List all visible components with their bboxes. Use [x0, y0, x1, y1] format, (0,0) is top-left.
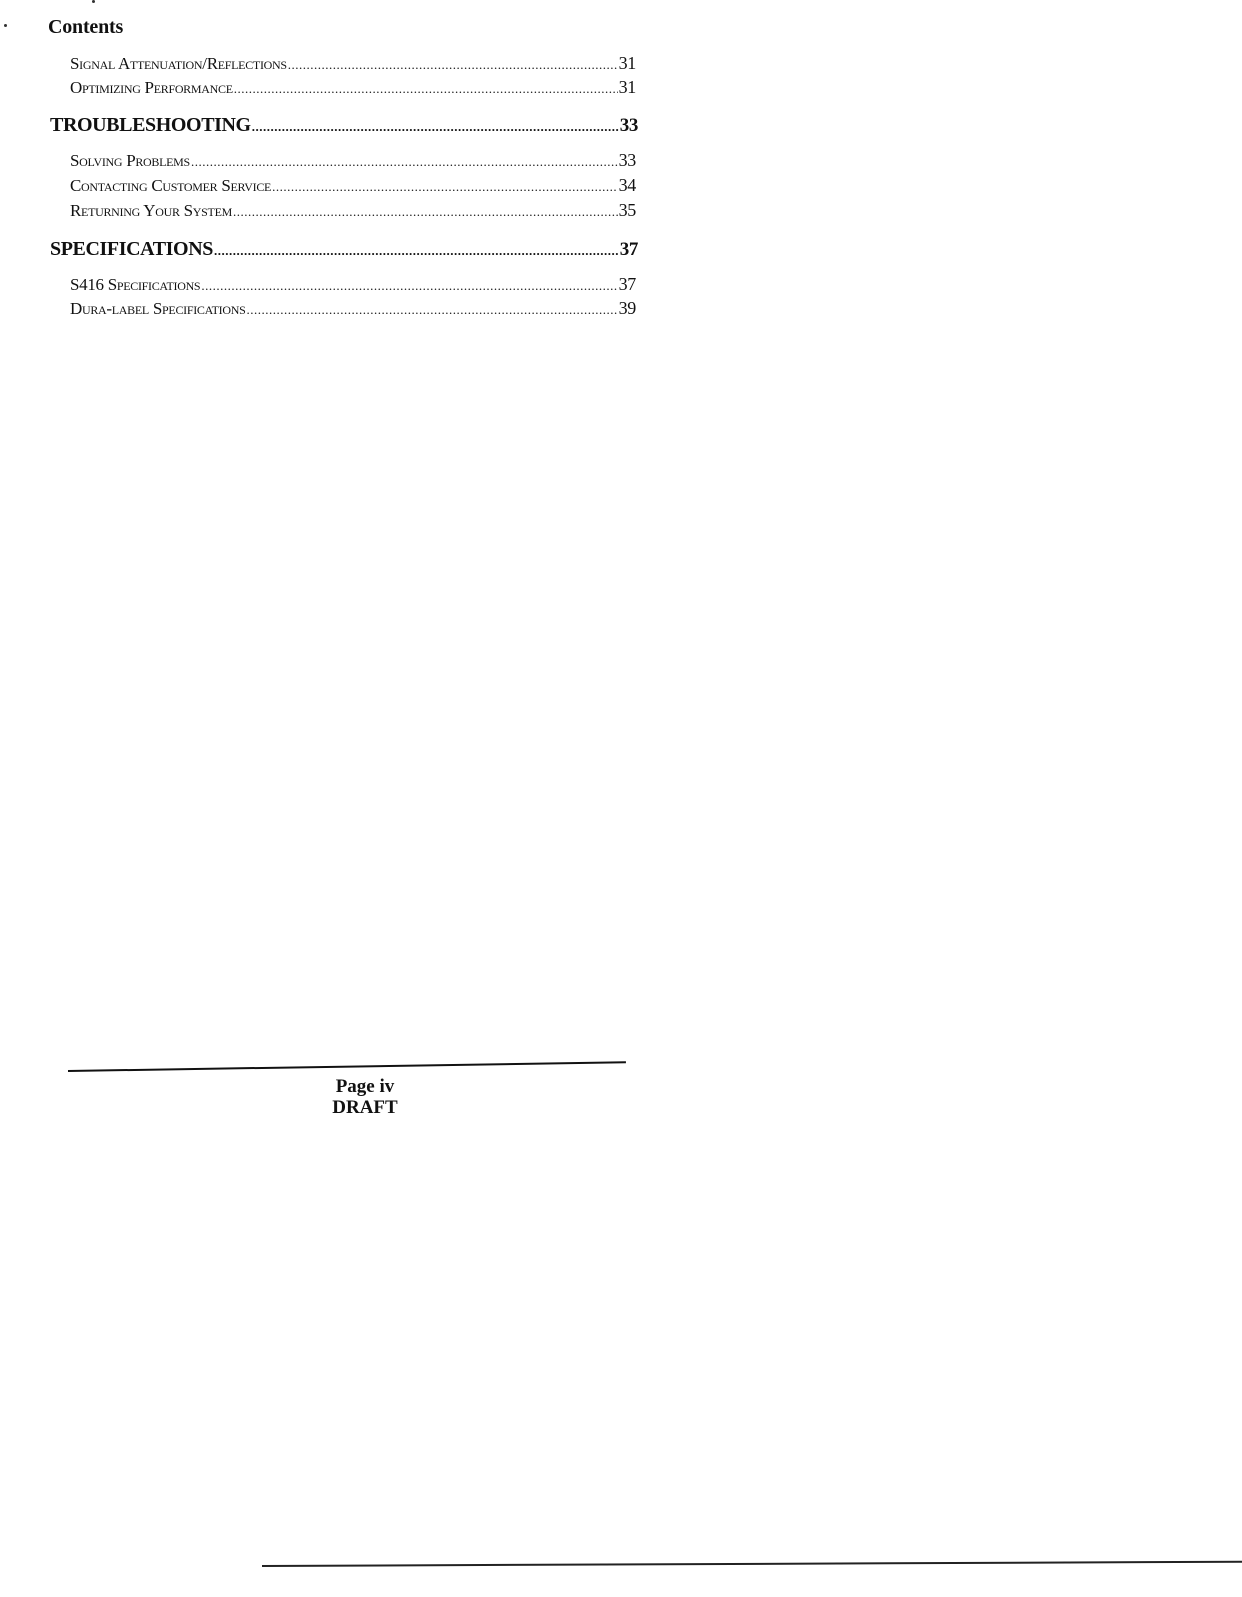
toc-dot-leader	[288, 57, 618, 73]
toc-entry-label: Optimizing Performance	[70, 78, 233, 97]
footer-page-number: Page iv	[335, 1076, 395, 1097]
toc-dot-leader	[234, 81, 618, 97]
scan-speck	[4, 24, 7, 27]
toc-dot-leader	[201, 278, 617, 294]
toc-entry-signal-attenuation[interactable]	[70, 53, 636, 74]
toc-chapter-specifications[interactable]	[50, 238, 638, 261]
toc-entry-solving-problems[interactable]	[70, 150, 636, 171]
toc-dot-leader	[252, 119, 619, 135]
toc-entry-page-number: 31	[618, 77, 636, 97]
toc-dot-leader	[191, 154, 618, 170]
toc-chapter-label: SPECIFICATIONS	[50, 238, 213, 260]
toc-chapter-troubleshooting[interactable]	[50, 114, 638, 137]
toc-entry-page-number: 34	[618, 175, 636, 195]
footer-divider	[68, 1061, 626, 1072]
toc-dot-leader	[247, 302, 618, 318]
toc-entry-dura-label-specifications[interactable]	[70, 298, 636, 319]
toc-dot-leader	[272, 179, 618, 195]
toc-entry-label: Contacting Customer Service	[70, 176, 272, 195]
toc-entry-contacting-customer-service[interactable]	[70, 175, 636, 196]
toc-entry-page-number: 39	[618, 298, 636, 318]
scan-edge-line	[262, 1561, 1242, 1567]
toc-entry-s416-specifications[interactable]	[70, 274, 636, 295]
toc-entry-label: S416 Specifications	[70, 275, 201, 294]
toc-entry-page-number: 35	[618, 200, 636, 220]
footer-draft-status: DRAFT	[332, 1097, 398, 1118]
toc-dot-leader	[233, 204, 618, 220]
toc-dot-leader	[214, 243, 619, 259]
toc-chapter-label: TROUBLESHOOTING	[50, 114, 251, 136]
toc-entry-page-number: 37	[618, 274, 636, 294]
toc-entry-label: Solving Problems	[70, 151, 190, 170]
scan-speck	[92, 0, 95, 3]
toc-entry-label: Signal Attenuation/Reflections	[70, 54, 287, 73]
toc-entry-returning-your-system[interactable]	[70, 200, 636, 221]
toc-chapter-page-number: 37	[619, 239, 638, 260]
toc-entry-optimizing-performance[interactable]	[70, 77, 636, 98]
toc-entry-page-number: 31	[618, 53, 636, 73]
toc-chapter-page-number: 33	[619, 115, 638, 136]
toc-entry-label: Returning Your System	[70, 201, 232, 220]
page-header-contents: Contents	[48, 16, 124, 38]
toc-entry-page-number: 33	[618, 150, 636, 170]
toc-entry-label: Dura-label Specifications	[70, 299, 246, 318]
